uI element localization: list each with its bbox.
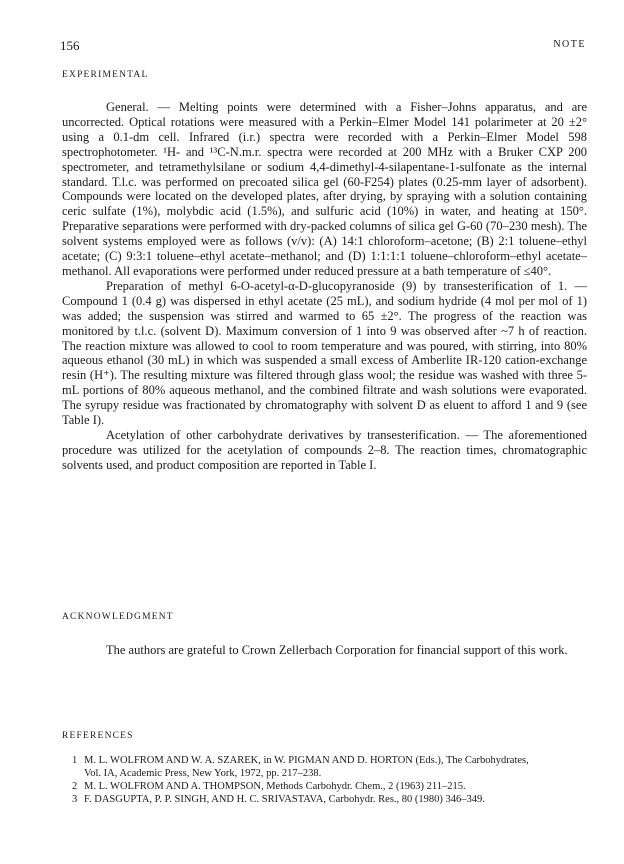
- reference-text: F. DASGUPTA, P. P. SINGH, AND H. C. SRIVASTAVA, Carbohydr. Res., 80 (1980) 346–349.: [84, 794, 485, 805]
- general-paragraph: General. — Melting points were determined with a Fisher–Johns apparatus, and are uncorrected. Optical rotations were measured with a Perkin–Elmer Model 141 polarimeter at 20 ±2° using a 0.1-dm cell. Infrared (i.r.) spectra were recorded with a Perkin–Elmer Model 598 spectrophotometer. ¹H- and ¹³C-N.m.r. spectra were recorded at 200 MHz with a Bruker CXP 200 spectrometer, and tetramethylsilane or sodium 4,4-dimethyl-4-silapentane-1-sulfonate as the internal standard. T.l.c. was performed on precoated silica gel (60-F254) plates (0.25-mm layer of adsorbent). Compounds were located on the developed plates, after drying, by spraying with a solution containing ceric sulfate (1%), molybdic acid (1.5%), and sulfuric acid (10%) in water, and heating at 150°. Preparative separations were performed with dry-packed columns of silica gel G-60 (70–230 mesh). The solvent systems employed were as follows (v/v): (A) 14:1 chloroform–acetone; (B) 2:1 toluene–ethyl acetate; (C) 9:3:1 toluene–ethyl acetate–methanol; and (D) 1:1:1:1 toluene–chloroform–ethyl acetate–methanol. All evaporations were performed under reduced pressure at a bath temperature of ≤40°.: [62, 100, 587, 278]
- references-heading: REFERENCES: [62, 731, 134, 741]
- acetylation-paragraph: Acetylation of other carbohydrate derivatives by transesterification. — The aforementioned procedure was utilized for the acetylation of compounds 2–8. The reaction times, chromatographic solvents used, and product composition are reported in Table I.: [62, 427, 587, 472]
- reference-number: 2: [72, 781, 78, 792]
- acknowledgment-body: [62, 643, 587, 658]
- acknowledgment-text: The authors are grateful to Crown Zellerbach Corporation for financial support of this work.: [106, 643, 568, 657]
- running-head: NOTE: [553, 39, 586, 50]
- page-number: 156: [60, 38, 80, 53]
- experimental-body: [62, 100, 587, 473]
- reference-item: [62, 780, 587, 793]
- acknowledgment-heading: ACKNOWLEDGMENT: [62, 612, 174, 622]
- reference-text: M. L. WOLFROM AND W. A. SZAREK, in W. PIGMAN AND D. HORTON (Eds.), The Carbohydrates,: [84, 755, 529, 766]
- reference-text: M. L. WOLFROM AND A. THOMPSON, Methods Carbohydr. Chem., 2 (1963) 211–215.: [84, 781, 466, 792]
- reference-item: [62, 793, 587, 806]
- references-list: [62, 754, 587, 806]
- reference-number: 3: [72, 794, 78, 805]
- reference-text-continued: Vol. IA, Academic Press, New York, 1972, pp. 217–238.: [84, 768, 322, 779]
- experimental-heading: EXPERIMENTAL: [62, 70, 149, 80]
- preparation-paragraph: Preparation of methyl 6-O-acetyl-α-D-glucopyranoside (9) by transesterification of 1. — Compound 1 (0.4 g) was dispersed in ethyl acetate (25 mL), and sodium hydride (4 mol per mol of 1) was added; the suspension was stirred and warmed to 65 ±2°. The progress of the reaction was monitored by t.l.c. (solvent D). Maximum conversion of 1 into 9 was observed after ~7 h of reaction. The reaction mixture was allowed to cool to room temperature and was poured, with stirring, into 80% aqueous ethanol (30 mL) in which was suspended a small excess of Amberlite IR-120 cation-exchange resin (H⁺). The resulting mixture was filtered through glass wool; the residue was washed with three 5-mL portions of 80% aqueous methanol, and the combined filtrate and wash solutions were evaporated. The syrupy residue was fractionated by chromatography with solvent D as eluent to afford 1 and 9 (see Table I).: [62, 278, 587, 428]
- reference-number: 1: [72, 755, 78, 766]
- reference-item: [62, 754, 587, 780]
